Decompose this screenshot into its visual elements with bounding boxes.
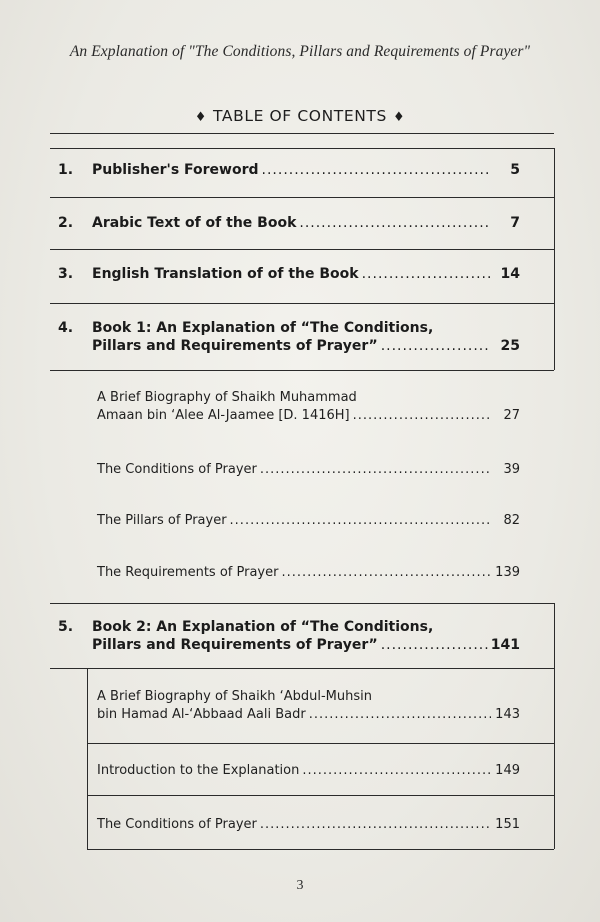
page-number: 3: [296, 878, 304, 893]
table-border-right: [554, 148, 555, 370]
dot-leader: [353, 408, 491, 423]
toc-subentry-requirements[interactable]: [97, 565, 520, 580]
toc-entry-4[interactable]: [58, 320, 520, 354]
dot-leader: [262, 162, 491, 178]
entry-label-line1: Book 1: An Explanation of “The Conditions,: [92, 320, 434, 336]
subentry-label: bin Hamad Al-‘Abbaad Aali Badr: [97, 707, 306, 722]
table-border-right: [554, 603, 555, 849]
subentry-page: 151: [495, 817, 520, 832]
toc-heading: [0, 107, 600, 125]
subentry-page: 149: [495, 763, 520, 778]
toc-entry-2[interactable]: [58, 215, 520, 231]
dot-leader: [260, 462, 491, 477]
table-border-left: [87, 668, 88, 849]
dot-leader: [362, 266, 491, 282]
toc-subentry-pillars[interactable]: [97, 513, 520, 528]
entry-page: 5: [510, 162, 520, 178]
table-rule: [50, 668, 554, 669]
subentry-page: 27: [503, 408, 520, 423]
toc-subentry-conditions-2[interactable]: [97, 817, 520, 832]
dot-leader: [299, 215, 491, 231]
running-header: An Explanation of "The Conditions, Pillars and Requirements of Prayer": [69, 43, 531, 60]
entry-number: 5.: [58, 619, 74, 635]
toc-entry-5[interactable]: [58, 619, 520, 653]
dot-leader: [302, 763, 491, 778]
table-rule: [50, 197, 554, 198]
heading-rule: [50, 133, 554, 134]
toc-subentry-biography-1[interactable]: [97, 390, 520, 423]
dot-leader: [281, 565, 491, 580]
toc-subentry-biography-2[interactable]: [97, 689, 520, 722]
subentry-label-line1: A Brief Biography of Shaikh ‘Abdul-Muhsin: [97, 689, 372, 704]
entry-page: 25: [500, 338, 520, 354]
subentry-label: The Requirements of Prayer: [97, 565, 279, 580]
subentry-page: 143: [495, 707, 520, 722]
entry-number: 2.: [58, 215, 74, 231]
table-rule: [87, 743, 554, 744]
subentry-label: The Conditions of Prayer: [97, 817, 257, 832]
subentry-page: 39: [503, 462, 520, 477]
dot-leader: [309, 707, 491, 722]
toc-entry-1[interactable]: [58, 162, 520, 178]
diamond-right-icon: ♦: [392, 110, 406, 125]
entry-label: Pillars and Requirements of Prayer”: [92, 338, 378, 354]
toc-subentry-conditions-1[interactable]: [97, 462, 520, 477]
entry-label: Pillars and Requirements of Prayer”: [92, 637, 378, 653]
table-rule: [50, 603, 554, 604]
toc-title: TABLE OF CONTENTS: [213, 107, 387, 125]
entry-number: 4.: [58, 320, 74, 336]
table-rule: [50, 148, 554, 149]
dot-leader: [381, 338, 491, 354]
table-rule: [87, 849, 554, 850]
entry-page: 7: [510, 215, 520, 231]
entry-page: 141: [490, 637, 520, 653]
dot-leader: [260, 817, 491, 832]
dot-leader: [381, 637, 488, 653]
subentry-label: The Conditions of Prayer: [97, 462, 257, 477]
subentry-label-line1: A Brief Biography of Shaikh Muhammad: [97, 390, 357, 405]
subentry-page: 139: [495, 565, 520, 580]
entry-label-line1: Book 2: An Explanation of “The Conditions,: [92, 619, 434, 635]
subentry-label: The Pillars of Prayer: [97, 513, 227, 528]
toc-entry-3[interactable]: [58, 266, 520, 282]
toc-subentry-introduction[interactable]: [97, 763, 520, 778]
entry-label: English Translation of of the Book: [92, 266, 359, 282]
dot-leader: [230, 513, 491, 528]
subentry-page: 82: [503, 513, 520, 528]
table-rule: [87, 795, 554, 796]
subentry-label: Amaan bin ‘Alee Al-Jaamee [D. 1416H]: [97, 408, 350, 423]
entry-page: 14: [500, 266, 520, 282]
entry-number: 3.: [58, 266, 74, 282]
diamond-left-icon: ♦: [194, 110, 208, 125]
table-rule: [50, 303, 554, 304]
subentry-label: Introduction to the Explanation: [97, 763, 300, 778]
entry-number: 1.: [58, 162, 74, 178]
table-rule: [50, 249, 554, 250]
entry-label: Publisher's Foreword: [92, 162, 259, 178]
table-rule: [50, 370, 554, 371]
entry-label: Arabic Text of of the Book: [92, 215, 297, 231]
